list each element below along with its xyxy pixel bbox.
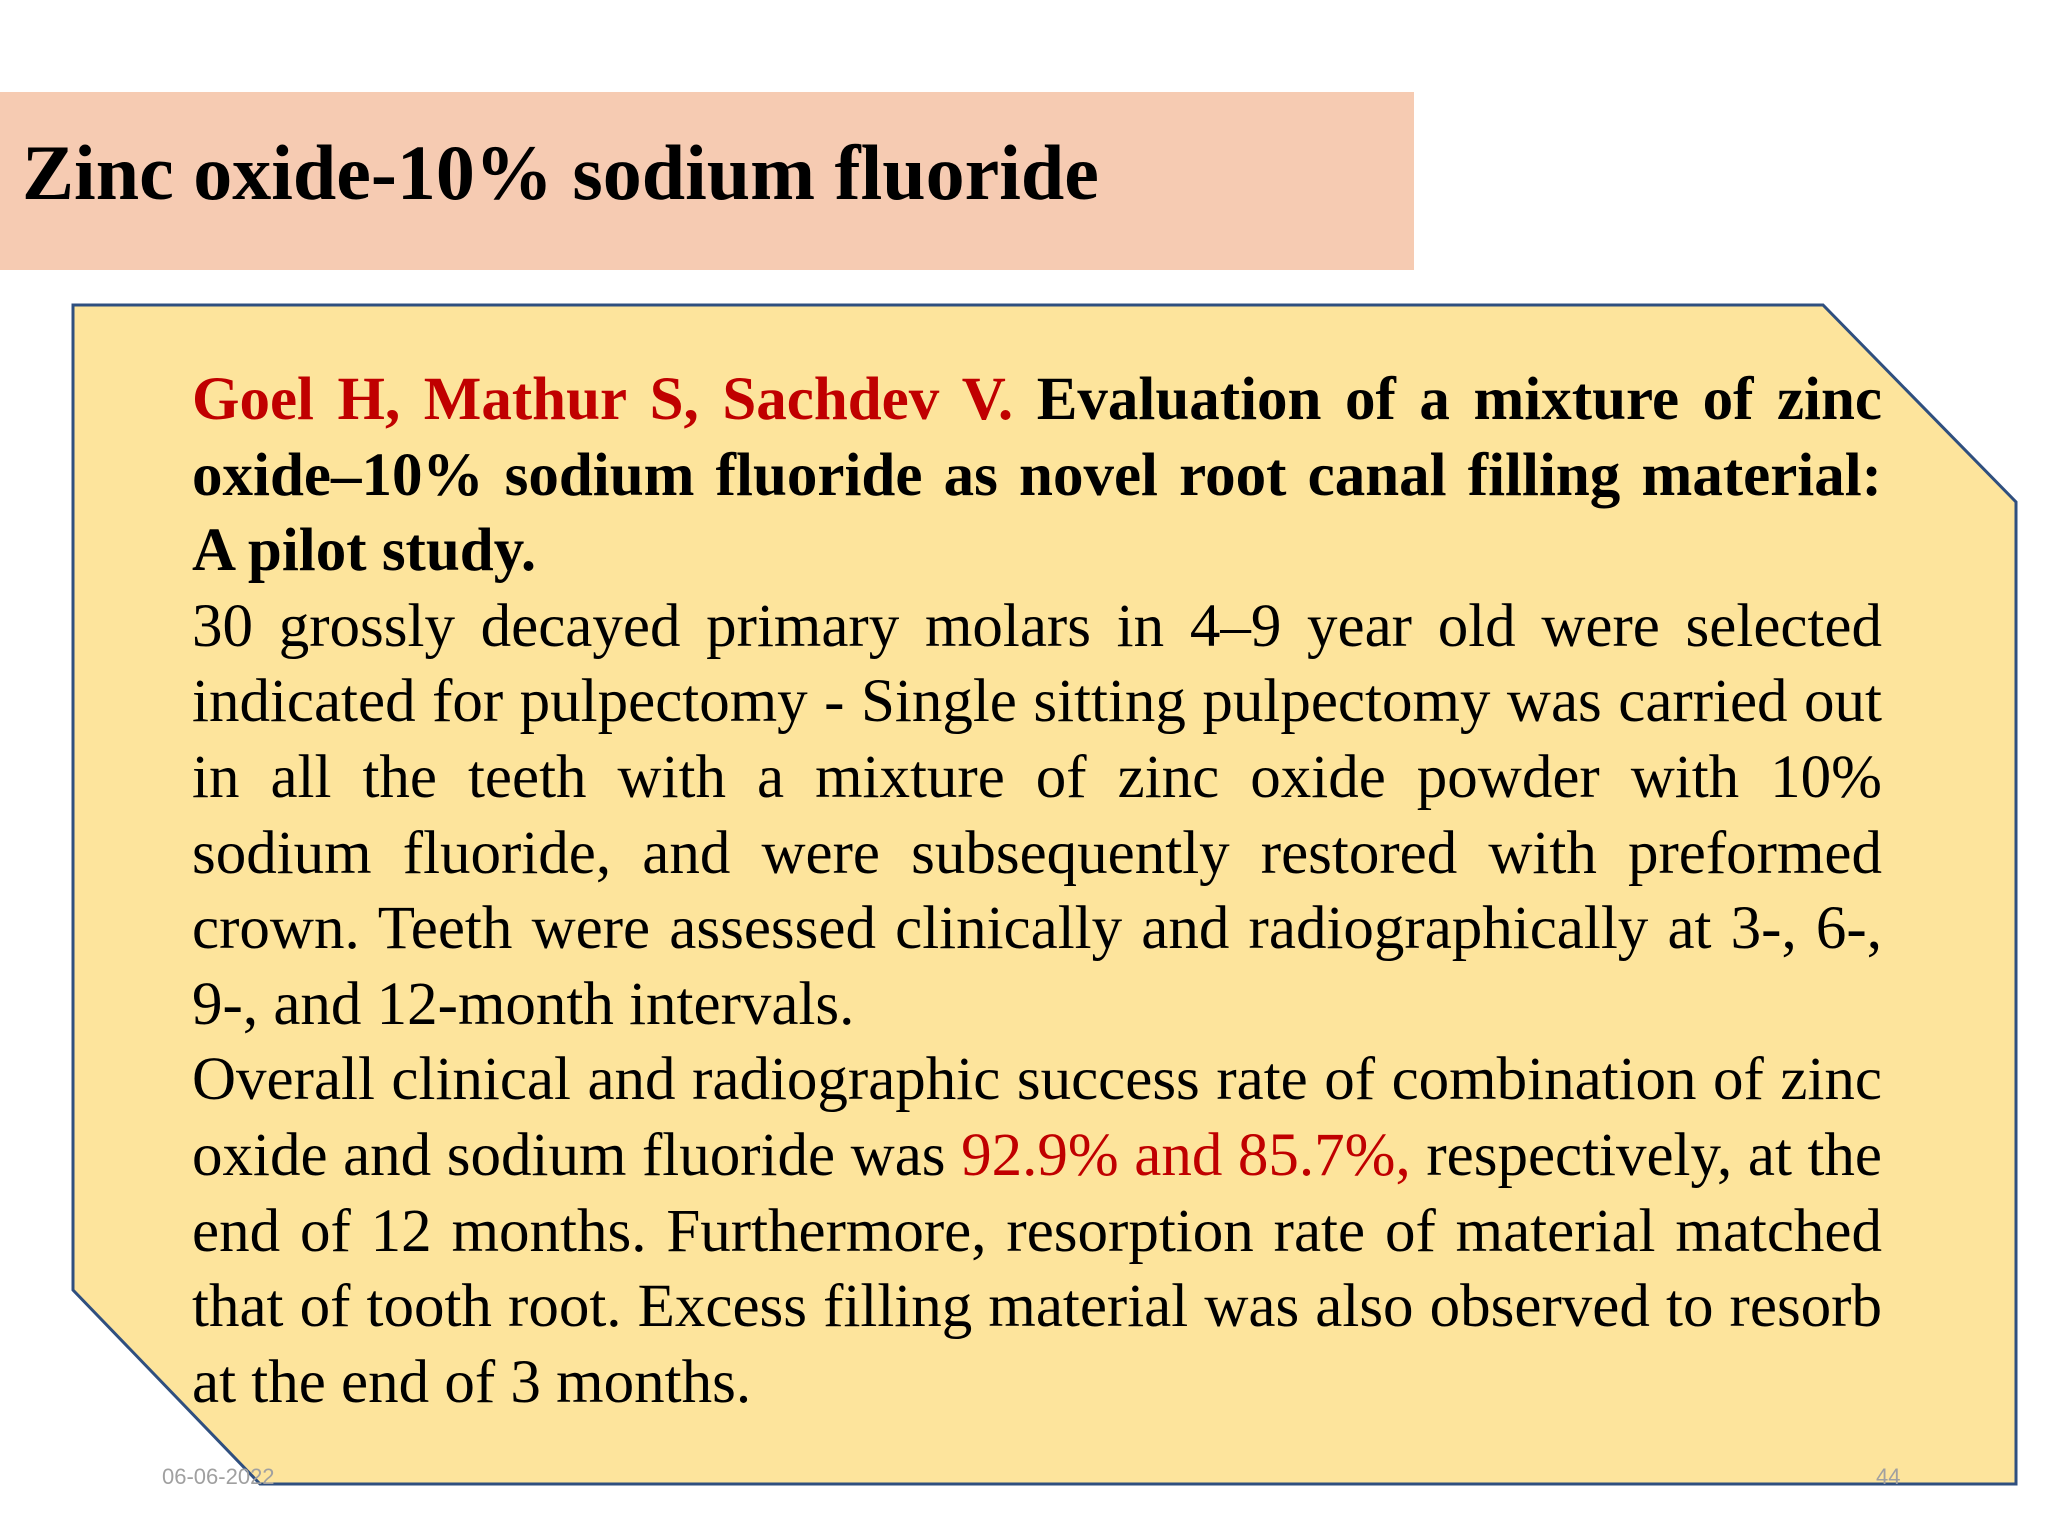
reference-authors: Goel H, Mathur S, Sachdev V. <box>192 366 1014 433</box>
results-text-end: respectively, at the end of 12 months. Furthermore, resorption rate of material matched that of tooth root. Excess filling material was also observed to resorb at the end of 3 months. <box>192 1121 1883 1416</box>
footer-date: 06-06-2022 <box>162 1464 275 1489</box>
study-results-paragraph <box>192 1042 1882 1420</box>
results-text-start: Overall clinical and radiographic success rate of combination of zinc oxide and sodium fluoride was <box>192 1046 1882 1189</box>
study-method-paragraph: 30 grossly decayed primary molars in 4–9 year old were selected indicated for pulpectomy - Single sitting pulpectomy was carried out in all the teeth with a mixture of zinc oxide powder with 10% sodium fluoride, and were subsequently restored with preformed crown. Teeth were assessed clinically and radiographically at 3-, 6-, 9-, and 12-month intervals. <box>192 592 1882 1038</box>
success-rates-highlight: 92.9% and 85.7%, <box>961 1121 1411 1189</box>
slide-title: Zinc oxide-10% sodium fluoride <box>22 129 1099 216</box>
page-number: 44 <box>1876 1464 1901 1489</box>
reference-title: Evaluation of a mixture of zinc oxide–10% sodium fluoride as novel root canal filling material: A pilot study. <box>192 366 1883 585</box>
reference-citation <box>192 362 1882 589</box>
body-text <box>192 362 1882 1420</box>
